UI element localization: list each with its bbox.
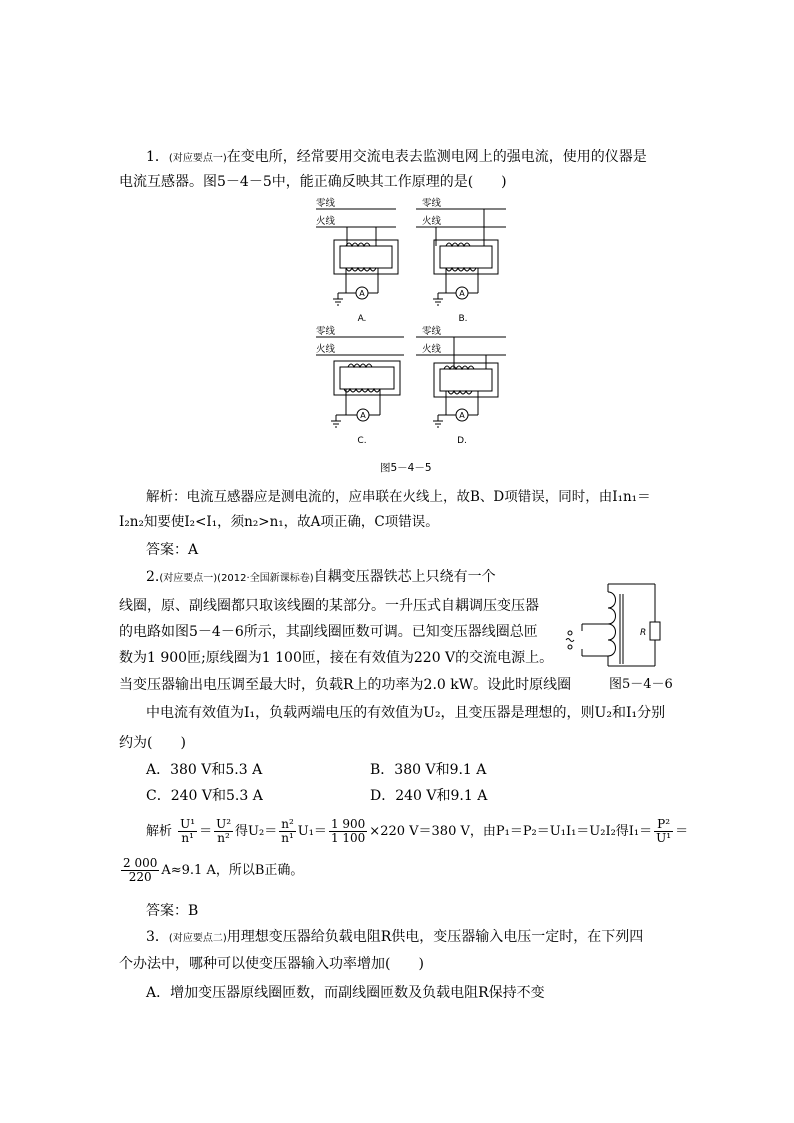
diagram-label-c: C. <box>357 436 367 445</box>
figure-caption-5-4-5: 图5－4－5 <box>380 462 432 474</box>
q1-line1: 1．(对应要点一)在变电所，经常要用交流电表去监测电网上的强电流，使用的仪器是 <box>146 149 647 165</box>
q3-line2: 个办法中，哪种可以使变压器输入功率增加( ) <box>119 956 424 972</box>
q2-answer: 答案：B <box>146 903 199 919</box>
resistor-r <box>650 622 660 640</box>
q2-option-c: C．240 V和5.3 A <box>146 788 263 804</box>
q2-option-d: D．240 V和9.1 A <box>370 788 488 804</box>
fraction: $\frac{2 000}{220}$ <box>123 856 158 884</box>
svg-text:零线: 零线 <box>316 198 336 209</box>
q1-analysis-line2: I₂n₂知要使I₂<I₁，须n₂>n₁，故A项正确，C项错误。 <box>119 514 439 530</box>
fraction: $\frac{\text{U²}}{\text{n²}}$ <box>216 817 232 845</box>
q1-analysis-line1: 解析：电流互感器应是测电流的，应串联在火线上，故B、D项错误，同时，由I₁n₁＝ <box>146 489 651 505</box>
svg-text:A: A <box>360 411 366 420</box>
diagram-label-b: B. <box>458 314 468 324</box>
figure-5-4-6 <box>560 576 670 672</box>
figure-caption-5-4-6: 图5－4－6 <box>609 677 673 692</box>
q2-option-b: B．380 V和9.1 A <box>370 762 487 778</box>
svg-text:A: A <box>359 289 365 298</box>
svg-text:零线: 零线 <box>316 326 336 337</box>
ac-source-icon <box>566 639 574 642</box>
fraction: $\frac{\text{P²}}{\text{U¹}}$ <box>656 817 672 845</box>
svg-text:火线: 火线 <box>422 344 442 355</box>
q2-line1: 2.(对应要点一)(2012·全国新课标卷)自耦变压器铁芯上只绕有一个 <box>146 569 496 585</box>
resistor-label: R <box>640 628 647 638</box>
figure-5-4-5 <box>312 195 508 445</box>
svg-text:零线: 零线 <box>422 198 442 209</box>
svg-text:A: A <box>459 411 465 420</box>
fraction: $\frac{1 900}{1 100}$ <box>330 817 366 845</box>
svg-text:A: A <box>459 289 465 298</box>
q1-answer: 答案：A <box>146 542 199 558</box>
fraction: $\frac{\text{U¹}}{\text{n¹}}$ <box>180 817 196 845</box>
q2-analysis-line2: $\frac{2 000}{220}$ A≈9.1 A，所以B正确。 <box>123 856 304 884</box>
q2-line3: 的电路如图5－4－6所示，其副线圈匝数可调。已知变压器线圈总匝 <box>119 624 538 640</box>
q2-line5: 当变压器输出电压调至最大时，负载R上的功率为2.0 kW。设此时原线圈 <box>119 677 572 693</box>
q1-line2: 电流互感器。图5－4－5中，能正确反映其工作原理的是( ) <box>119 174 507 190</box>
q2-line2: 线圈，原、副线圈都只取该线圈的某部分。一升压式自耦调压变压器 <box>119 598 539 614</box>
diagram-label-d: D. <box>457 436 467 445</box>
q3-line1: 3．(对应要点二)用理想变压器给负载电阻R供电，变压器输入电压一定时，在下列四 <box>146 929 644 945</box>
svg-text:火线: 火线 <box>316 216 336 227</box>
q2-line7: 约为( ) <box>119 735 186 751</box>
svg-text:零线: 零线 <box>422 326 442 337</box>
q2-analysis-line1: 解析 $\frac{\text{U¹}}{\text{n¹}}$ ＝ $\frac{\text{U²}}{\text{n²}}$ 得U₂＝ $\frac{\text{n²}}{\text{n¹}}$ U₁＝ $\frac{1 900}{1 100}$ ×220 V＝380 V，由P₁＝P₂＝U₁I₁＝U₂I₂得I₁＝ $\frac{\text{P²}}{\text{U¹}}$ ＝ <box>146 817 689 845</box>
q2-option-a: A．380 V和5.3 A <box>146 762 263 778</box>
diagram-label-a: A. <box>357 314 367 324</box>
q3-option-a: A．增加变压器原线圈匝数，而副线圈匝数及负载电阻R保持不变 <box>146 985 545 1001</box>
svg-text:火线: 火线 <box>422 216 442 227</box>
q2-line4: 数为1 900匝;原线圈为1 100匝，接在有效值为220 V的交流电源上。 <box>119 650 554 666</box>
fraction: $\frac{\text{n²}}{\text{n¹}}$ <box>281 817 294 845</box>
q2-line6: 中电流有效值为I₁，负载两端电压的有效值为U₂，且变压器是理想的，则U₂和I₁分别 <box>146 705 666 721</box>
svg-text:火线: 火线 <box>316 344 336 355</box>
